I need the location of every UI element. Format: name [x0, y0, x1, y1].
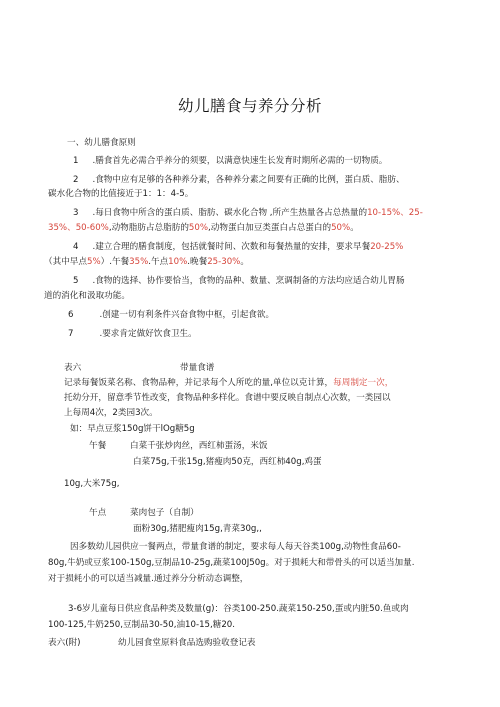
lunch-amounts: 白菜75g,千张15g,猪瘦肉50克，西红柿40g,鸡蛋 — [133, 457, 322, 467]
lunch-label: 午餐 — [89, 441, 107, 451]
principle-text: .每日食物中所含的蛋白质、脂肪、碳水化合物 ,所产生热量各占总热量的 — [92, 208, 368, 218]
highlight-percent: 25-30% — [207, 257, 241, 267]
appendix-label: 表六(附) — [48, 638, 81, 648]
snack-label: 午点 — [89, 508, 107, 518]
principle-1 — [73, 155, 387, 167]
lunch-menu: 白菜千张炒肉丝，西红柿蛋汤，米饭 — [130, 441, 268, 451]
highlight-percent: 5% — [86, 257, 101, 267]
principle-number: 2 — [73, 175, 79, 185]
principle-2-cont: 碳水化合物的比值接近于1：1：4-5。 — [48, 189, 194, 199]
principle-text: .建立合理的膳食制度，包括就餐时间、次数和每餐热量的安排，要求早餐 — [92, 242, 371, 252]
principle-number: 7 — [68, 329, 74, 339]
principle-text: .食物的选择、协作要恰当，食物的品种、数量、烹调制备的方法均应适合幼儿胃肠 — [92, 276, 405, 286]
section-heading: 一、幼儿膳食原则 — [67, 138, 136, 148]
principle-7 — [68, 328, 197, 340]
principle-text: .创建一切有利条件兴奋食物中枢，引起食欲。 — [99, 310, 275, 320]
highlight-percent: 10% — [168, 257, 188, 267]
appendix-title: 幼儿园食堂原料食品选购验收登记表 — [118, 638, 256, 648]
principle-text: ,动物蛋白加豆类蛋白占总蛋白的 — [208, 223, 332, 233]
highlight-percent: 10-15%、25- — [367, 208, 423, 218]
principle-text: .晚餐 — [187, 257, 208, 267]
principle-6 — [68, 309, 274, 321]
highlight-percent: 50% — [331, 223, 351, 233]
principle-2 — [73, 174, 405, 186]
principle-5 — [73, 275, 405, 287]
note-line-3: 上每周4次，2类园3次。 — [64, 408, 158, 418]
principle-3 — [73, 207, 423, 219]
principle-text: .午点 — [148, 257, 169, 267]
principle-number: 4 — [73, 242, 79, 252]
principle-number: 1 — [73, 156, 79, 166]
principle-5-cont: 道的消化和汲取功能。 — [44, 291, 130, 301]
principle-text: ,动物脂肪占总脂肪的 — [108, 223, 189, 233]
paragraph-line: 对于损耗小的可以适当减量.通过养分分析动态调整， — [48, 574, 249, 584]
principle-text: .膳食首先必需合乎养分的须要，以满意快速生长发育时期所必需的一切物质。 — [92, 156, 388, 166]
table6-title: 带量食谱 — [180, 363, 215, 373]
lunch-amounts-cont: 10g,大米75g, — [64, 479, 120, 489]
note-text: 记录每餐饭菜名称、食物品种，并记录每个人所吃的量,单位以克计算， — [64, 378, 334, 388]
principle-text: .要求肯定做好饮食卫生。 — [99, 329, 197, 339]
principle-number: 5 — [73, 276, 79, 286]
principle-text: 。 — [240, 257, 249, 267]
principle-text: ）.午餐 — [100, 257, 130, 267]
principle-text: .食物中应有足够的各种养分素，各种养分素之间要有正确的比例，蛋白质、脂肪、 — [92, 175, 405, 185]
principle-3-cont — [48, 222, 359, 234]
paragraph-line: 因多数幼儿园供应一餐两点，带量食谱的制定，要求每人每天谷类100g,动物性食品60- — [70, 542, 401, 552]
highlight-percent: 50% — [188, 223, 209, 233]
principle-4 — [73, 241, 403, 253]
principle-number: 3 — [73, 208, 79, 218]
paragraph-line: 3-6岁儿童每日供应食品种类及数量(g)：谷类100-250.蔬菜150-250,蛋或内脏50.鱼或肉 — [68, 604, 409, 614]
paragraph-line: 80g,牛奶或豆浆100-150g,豆制品10-25g,蔬菜100J50g。对于损耗大和带骨头的可以适当加量. — [48, 558, 415, 568]
note-line-1 — [64, 377, 393, 389]
principle-text: 。 — [350, 223, 359, 233]
page-title: 幼儿膳食与养分分析 — [177, 97, 322, 115]
principle-number: 6 — [68, 310, 74, 320]
principle-text: （其中早点 — [44, 257, 87, 267]
note-highlight: 每周制定一次， — [333, 378, 394, 388]
principle-4-cont — [44, 256, 249, 268]
highlight-percent: 20-25% — [370, 242, 404, 252]
highlight-percent: 35%、50-60% — [48, 223, 109, 233]
snack-amounts: 面粉30g,猪肥瘦肉15g,青菜30g,, — [133, 524, 262, 534]
snack-menu: 菜肉包子（自制） — [130, 508, 199, 518]
paragraph-line: 100-125,牛奶250,豆制品30-50,油10-15,糖20. — [48, 620, 236, 630]
note-line-2: 托幼分开，留意季节性改变，食物品种多样化。食谱中要反映自制点心次数，一类园以 — [64, 393, 391, 403]
example-breakfast: 如：早点豆浆150g饼干lOg糖5g — [70, 424, 195, 434]
highlight-percent: 35% — [129, 257, 149, 267]
table6-label: 表六 — [64, 363, 82, 373]
